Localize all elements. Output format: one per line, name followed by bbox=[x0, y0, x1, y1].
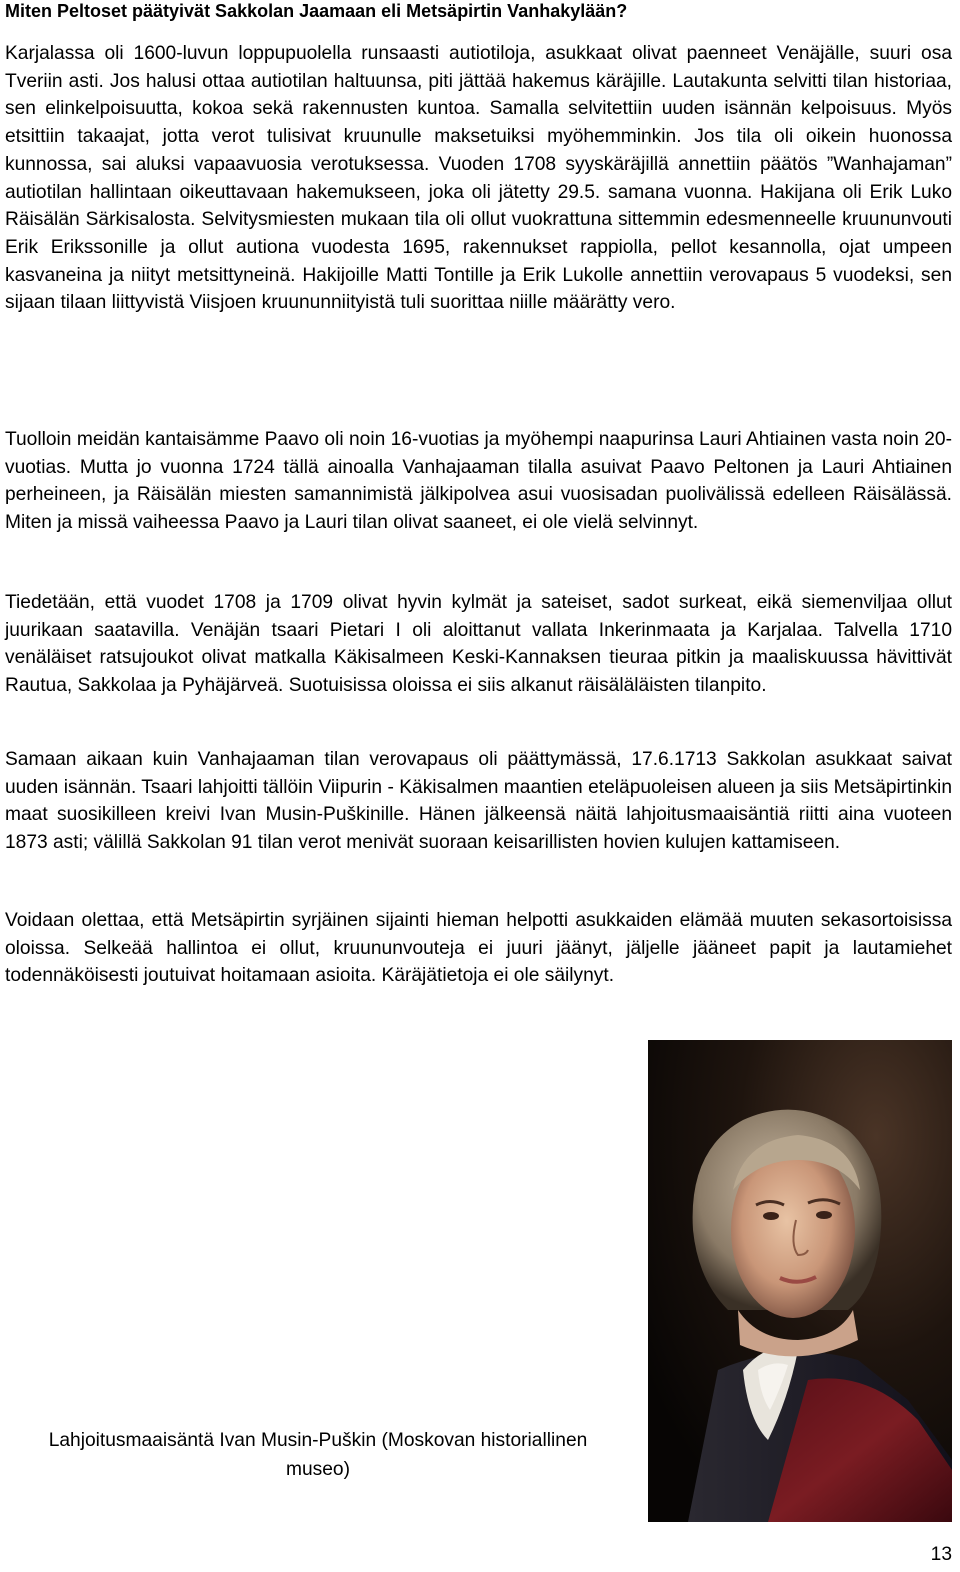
paragraph-5: Voidaan olettaa, että Metsäpirtin syrjäinen sijainti hieman helpotti asukkaiden elämää muuten sekasortoisissa oloissa. Selkeää hallintoa ei ollut, kruununvouteja ei juuri jäänyt, jäljelle jääneet papit ja lautamiehet todennäköisesti joutuivat hoitamaan asioita. Käräjätietoja ei ole säilynyt. bbox=[5, 910, 952, 987]
paragraph-3: Tiedetään, että vuodet 1708 ja 1709 olivat hyvin kylmät ja sateiset, sadot surkeat, eikä siemenviljaa ollut juurikaan saatavilla. Venäjän tsaari Pietari I oli aloittanut vallata Inkerinmaata ja Karjalaa. Talvella 1710 venäläiset ratsujoukot olivat matkalla Käkisalmeen Keski-Kannaksen tieuraa pitkin ja maaliskuussa hävittivät Rautua, Sakkolaa ja Pyhäjärveä. Suotuisissa oloissa ei siis alkanut räisäläläisten tilanpito. bbox=[5, 592, 952, 697]
paragraph-1: Karjalassa oli 1600-luvun loppupuolella runsaasti autiotiloja, asukkaat olivat paenneet Venäjälle, suuri osa Tveriin asti. Jos halusi ottaa autiotilan haltuunsa, piti jättää hakemus käräjille. Lautakunta selvitti tilan historiaa, sen elinkelpoisuutta, kokoa sekä rakennusten kuntoa. Samalla selvitettiin uuden isännän kelpoisuus. Myös etsittiin takaajat, jotta verot tulisivat kruunulle maksetuiksi myöhemminkin. Jos tila oli oikein huonossa kunnossa, sai aluksi vapaavuosia verotuksessa. Vuoden 1708 syyskäräjillä annettiin päätös ”Wanhajaman” autiotilan hallintaan oikeuttavaan hakemukseen, joka oli jätetty 29.5. samana vuonna. Hakijana oli Erik Luko Räisälän Särkisalosta. Selvitysmiesten mukaan tila oli ollut vuokrattuna sittemmin edesmenneelle kruununvouti Erik Erikssonille ja ollut autiona vuodesta 1695, rakennukset rappiolla, pellot kesannolla, ojat umpeen kasvaneina ja niityt metsittyneinä. Hakijoille Matti Tontille ja Erik Lukolle annettiin verovapaus 5 vuodeksi, sen sijaan tilaan liittyvistä Viisjoen kruununniityistä tuli suorittaa niille määrätty vero. bbox=[5, 43, 952, 314]
portrait-image bbox=[648, 1040, 952, 1522]
paragraph-2: Tuolloin meidän kantaisämme Paavo oli noin 16-vuotias ja myöhempi naapurinsa Lauri Ahtiainen vasta noin 20-vuotias. Mutta jo vuonna 1724 tällä ainoalla Vanhajaaman tilalla asuivat Paavo Peltonen ja Lauri Ahtiainen perheineen, ja Räisälän miesten samannimistä jälkipolvea asui vuosisadan puolivälissä edelleen Räisälässä. Miten ja missä vaiheessa Paavo ja Lauri tilan olivat saaneet, ei ole vielä selvinnyt. bbox=[5, 429, 952, 534]
paragraph-4: Samaan aikaan kuin Vanhajaaman tilan verovapaus oli päättymässä, 17.6.1713 Sakkolan asukkaat saivat uuden isännän. Tsaari lahjoitti tällöin Viipurin - Käkisalmen maantien eteläpuoleisen alueen ja siis Metsäpirtinkin maat suosikilleen kreivi Ivan Musin-Puškinille. Hänen jälkeensä näitä lahjoitusmaaisäntiä riitti aina vuoteen 1873 asti; välillä Sakkolan 91 tilan verot menivät suoraan keisarillisten hovien kulujen kattamiseen. bbox=[5, 749, 952, 854]
document-page bbox=[5, 0, 952, 987]
portrait-caption: Lahjoitusmaaisäntä Ivan Musin-Puškin (Moskovan historiallinen museo) bbox=[48, 1430, 588, 1480]
page-number: 13 bbox=[930, 1544, 952, 1565]
page-title: Miten Peltoset päätyivät Sakkolan Jaamaan eli Metsäpirtin Vanhakylään? bbox=[5, 1, 628, 21]
portrait-painting bbox=[648, 1040, 952, 1522]
